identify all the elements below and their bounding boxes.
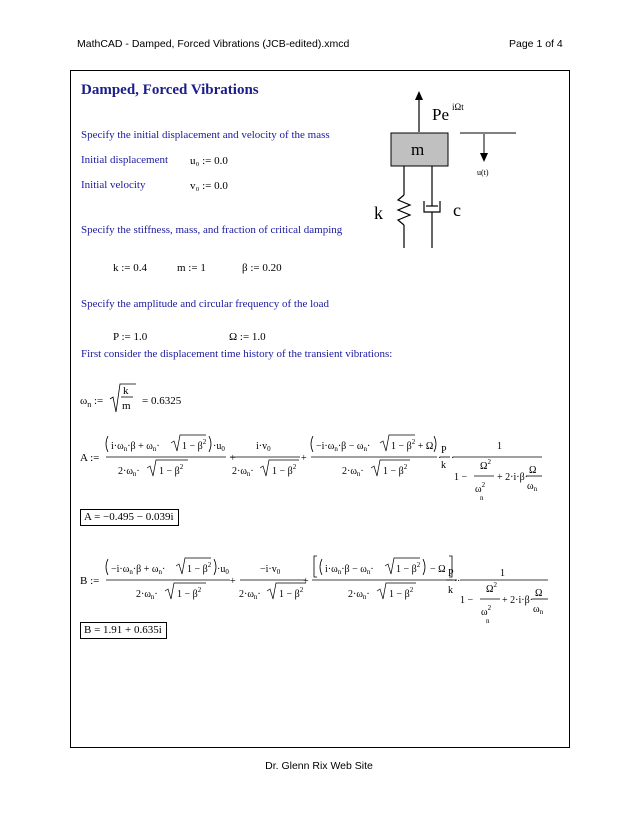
svg-text:−i·ωn·β − ωn·: $-i\cdot\omega_n\cdot\beta - \omega_n\cdot$ <box>316 441 371 453</box>
svg-text:1: 1 <box>500 568 505 579</box>
svg-text:+ 2·i·β·: + 2·i·β· <box>497 472 528 483</box>
svg-text:P: P <box>441 445 447 456</box>
svg-text:A :=: A := <box>80 452 100 464</box>
u0-definition: u₀ := 0.0 <box>190 155 228 167</box>
A-result: A = −0.495 − 0.039i <box>80 509 179 526</box>
svg-text:2·ωn·: $2\cdot\omega_n\cdot$ <box>232 466 254 478</box>
Omega-definition: Ω := 1.0 <box>229 331 266 343</box>
displacement-label: u(t) <box>477 168 489 177</box>
svg-text:1 − β2: $1 - \beta^2$ <box>187 561 212 575</box>
A-equation <box>80 428 550 508</box>
svg-text:1 −: 1 − <box>460 595 474 606</box>
svg-text:1 − β2 + Ω: $1 - \beta^2 + \Omega$ <box>391 438 434 452</box>
svg-text:·u0: $\cdot u_0$ <box>217 564 229 576</box>
transient-heading: First consider the displacement time history of the transient vibrations: <box>81 348 393 360</box>
svg-text:i·ωn·β + ωn·: $i\cdot\omega_n\cdot\beta + \omega_n\cdot$ <box>111 441 160 453</box>
svg-text:i·ωn·β − ωn·: $i\cdot\omega_n\cdot\beta - \omega_n\cdot$ <box>325 564 374 576</box>
svg-text:1 − β2: $1 - \beta^2$ <box>396 561 421 575</box>
B-equation <box>80 553 550 633</box>
P-definition: P := 1.0 <box>113 331 148 343</box>
svg-text:1 − β2: $1 - \beta^2$ <box>279 586 304 600</box>
svg-text:Ω: Ω <box>529 465 537 476</box>
load-heading: Specify the amplitude and circular frequency of the load <box>81 298 330 310</box>
svg-text:1 − β2: $1 - \beta^2$ <box>272 463 297 477</box>
svg-text:1 − β2: $1 - \beta^2$ <box>389 586 414 600</box>
svg-text:·: · <box>451 453 455 464</box>
footer-text: Dr. Glenn Rix Web Site <box>265 760 373 772</box>
damper <box>424 166 440 248</box>
svg-text:ω2: $\omega^2$ <box>475 481 486 495</box>
svg-text:−i·ωn·β + ωn·: $-i\cdot\omega_n\cdot\beta + \omega_n\cdot$ <box>111 564 166 576</box>
sdof-diagram <box>360 88 530 258</box>
mass-label: m <box>411 140 425 159</box>
svg-text:+: + <box>230 453 236 464</box>
page-title: Damped, Forced Vibrations <box>81 82 259 98</box>
load-label: Pe <box>432 105 449 124</box>
svg-text:Ω2: $\Omega^2$ <box>486 581 497 595</box>
svg-text:+: + <box>301 453 307 464</box>
omega-n-result: = 0.6325 <box>142 395 182 407</box>
displacement-arrow <box>480 134 488 162</box>
svg-text:·: · <box>454 576 458 587</box>
stiffness-heading: Specify the stiffness, mass, and fraction of critical damping <box>81 224 343 236</box>
svg-text:−i·v0: $-i\cdot v_0$ <box>260 564 281 576</box>
spring-coil <box>398 195 410 225</box>
damper-label: c <box>453 200 461 220</box>
svg-text:1 −: 1 − <box>454 472 468 483</box>
svg-text:B :=: B := <box>80 575 100 587</box>
svg-text:2·ωn·: $2\cdot\omega_n\cdot$ <box>136 589 158 601</box>
svg-text:1 − β2: $1 - \beta^2$ <box>383 463 408 477</box>
load-arrow <box>415 91 423 132</box>
svg-text:·u0: $\cdot u_0$ <box>213 441 225 453</box>
svg-text:2·ωn·: $2\cdot\omega_n\cdot$ <box>348 589 370 601</box>
svg-text:+: + <box>230 576 236 587</box>
svg-text:n: n <box>486 617 490 625</box>
svg-text:+: + <box>303 576 309 587</box>
header-doc-title: MathCAD - Damped, Forced Vibrations (JCB-edited).xmcd <box>77 38 350 50</box>
m-definition: m := 1 <box>177 262 206 274</box>
svg-text:+ 2·i·β·: + 2·i·β· <box>502 595 533 606</box>
svg-text:2·ωn·: $2\cdot\omega_n\cdot$ <box>118 466 140 478</box>
svg-text:ωn: $\omega_n$ <box>533 604 544 616</box>
svg-text:i·v0: $i\cdot v_0$ <box>256 441 271 453</box>
spring-label: k <box>374 203 383 223</box>
svg-text:·: · <box>438 453 442 464</box>
svg-text:1: 1 <box>497 441 502 452</box>
svg-text:k: k <box>448 585 453 596</box>
B-result: B = 1.91 + 0.635i <box>80 622 167 639</box>
omega-n-equation <box>80 380 200 416</box>
svg-text:P: P <box>448 568 454 579</box>
svg-text:1 − β2: $1 - \beta^2$ <box>159 463 184 477</box>
svg-text:2·ωn·: $2\cdot\omega_n\cdot$ <box>239 589 261 601</box>
v0-definition: v₀ := 0.0 <box>190 180 228 192</box>
svg-text:ωn :=: $\omega_n$ := <box>80 395 104 409</box>
svg-text:Ω2: $\Omega^2$ <box>480 458 491 472</box>
svg-text:k: k <box>123 385 129 397</box>
svg-text:·: · <box>457 576 461 587</box>
svg-text:− Ω: − Ω <box>430 564 446 575</box>
beta-definition: β := 0.20 <box>242 262 282 274</box>
svg-text:m: m <box>122 400 131 412</box>
initial-conditions-heading: Specify the initial displacement and velocity of the mass <box>81 129 330 141</box>
initial-velocity-label: Initial velocity <box>81 179 146 191</box>
svg-text:Ω: Ω <box>535 588 543 599</box>
svg-text:1 − β2: $1 - \beta^2$ <box>182 438 207 452</box>
k-definition: k := 0.4 <box>113 262 148 274</box>
svg-text:2·ωn·: $2\cdot\omega_n\cdot$ <box>342 466 364 478</box>
svg-text:ω2: $\omega^2$ <box>481 604 492 618</box>
load-exponent: iΩt <box>452 102 464 112</box>
svg-text:1 − β2: $1 - \beta^2$ <box>177 586 202 600</box>
header-page-label: Page 1 of 4 <box>509 38 563 50</box>
svg-text:k: k <box>441 460 446 471</box>
svg-text:ωn: $\omega_n$ <box>527 481 538 493</box>
svg-text:n: n <box>480 494 484 502</box>
initial-displacement-label: Initial displacement <box>81 154 169 166</box>
